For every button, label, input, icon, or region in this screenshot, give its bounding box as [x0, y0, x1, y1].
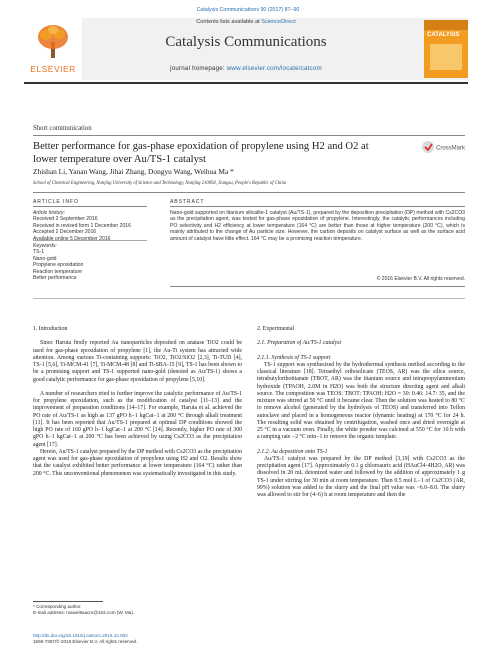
- keyword-item: Propylene epoxidation: [33, 262, 84, 269]
- crossmark-label: CrossMark: [436, 145, 465, 152]
- section-heading-introduction: 1. Introduction: [33, 326, 68, 332]
- doi-block: [33, 633, 137, 644]
- cover-title: CATALYSIS: [427, 32, 460, 38]
- doi-link[interactable]: http://dx.doi.org/10.1016/j.catcom.2016.12.002: [33, 633, 128, 638]
- subsubsection-heading: 2.1.2. Au deposition onto TS-1: [257, 448, 328, 455]
- history-entry: Accepted 2 December 2016: [33, 229, 97, 236]
- history-entry: Received in revised form 1 December 2016: [33, 222, 131, 229]
- divider: [33, 135, 465, 136]
- paragraph: Herein, Au/TS-1 catalyst prepared by the DP method with Cs2CO3 as the precipitation agent was used for gas-phase epoxidation of propylene using H2 and O2. Results show that the catalyst exhibited better performance at lower temperature (164 °C) rather than 200 °C. This unconventional phenomenon was systematically investigated in this study.: [33, 448, 242, 477]
- history-entry: Available online 5 December 2016: [33, 235, 111, 242]
- author-list: Zhishan Li, Yanan Wang, Jihai Zhang, Dongyu Wang, Weihua Ma *: [33, 167, 234, 176]
- paragraph: Au/TS-1 catalyst was prepared by the DP method [3,19] with Cs2CO3 as the precipitation agent [17]. Approximately 0.1 g chloroauric acid (HAuCl4·4H2O, AR) was dissolved in 20 mL deionized water and followed by the addition of approximately 1 g TS-1 under stirring for 30 min at room temperature. Then 0.5 mol L−1 of Cs2CO3 (AR, 99%) solution was added to the slurry and the final pH value was ~6.0–8.0. The slurry was allowed to stir for (4–6) h at room temperature and then the: [257, 455, 465, 498]
- abstract-heading: ABSTRACT: [170, 199, 205, 205]
- publisher-name: ELSEVIER: [30, 64, 76, 74]
- banner-rule: [24, 82, 468, 84]
- body-left-column: [33, 326, 242, 478]
- keyword-item: TS-1: [33, 249, 45, 256]
- paragraph: A number of researchers tried to further improve the catalytic performance of Au/TS-1 for propylene epoxidation, such as the modification of catalyst [11–13] and the improvement of preparation conditions [14–17]. For example, Haruta et al. achieved the PO rate of Au/TS-1 as high as 137 gPO h−1 kgCat−1 at 200 °C through alkali treatment [11]. It has been reported that Au/TS-1 prepared at optimal DP conditions showed the high PO rate of 160 gPO h−1 kgCat−1 at 200 °C [14]. Recently, higher PO rate of 300 gPO h−1 kgCat−1 at 200 °C has been achieved by using Cs2CO3 as the precipitation agent [17].: [33, 390, 242, 448]
- article-history: [33, 210, 148, 242]
- journal-homepage: [24, 65, 468, 72]
- journal-cover-thumbnail[interactable]: [424, 20, 468, 78]
- journal-banner: [24, 18, 468, 80]
- divider: [170, 286, 465, 287]
- keywords-label: Keywords:: [33, 243, 57, 249]
- sciencedirect-link[interactable]: ScienceDirect: [261, 19, 296, 25]
- subsubsection-heading: 2.1.1. Synthesis of TS-1 support: [257, 354, 331, 361]
- homepage-link[interactable]: www.elsevier.com/locate/catcom: [226, 65, 322, 72]
- keywords: [33, 243, 148, 281]
- article-type: Short communication: [33, 125, 92, 132]
- contents-availability: [24, 18, 468, 27]
- keyword-item: Reaction temperature: [33, 268, 82, 275]
- footnote: [33, 604, 134, 615]
- homepage-prefix: journal homepage:: [170, 65, 227, 72]
- abstract-text: Nano-gold supported on titanium silicalite-1 catalyst (Au/TS-1), prepared by the deposition precipitation (DP) method with Cs2CO3 as the precipitation agent, was tested for gas-phase epoxidation of propylene. Interestingly, the catalytic performances including PO selectivity and H2 efficiency at lower temperature (164 °C) are better than those at higher temperature (200 °C), which is mainly attributed to the change of Au particle size. However, the carbon deposits on catalyst surface as well as the surface acid amount of catalyst have little effect. 164 °C may be a promising reaction temperature.: [170, 210, 465, 242]
- history-entry: Received 2 September 2016: [33, 216, 98, 223]
- journal-reference[interactable]: Catalysis Communications 90 (2017) 87–90: [196, 7, 300, 13]
- article-title: Better performance for gas-phase epoxidation of propylene using H2 and O2 at lower temperature over Au/TS-1 catalyst: [33, 141, 369, 165]
- issn-line: 1566-7367/© 2016 Elsevier B.V. All rights reserved.: [33, 638, 138, 644]
- footnote-rule: [33, 601, 103, 602]
- body-right-column: [257, 326, 465, 499]
- contents-prefix: Contents lists available at: [196, 19, 262, 25]
- corresponding-author-note: * Corresponding author.: [33, 604, 82, 609]
- divider: [33, 192, 465, 193]
- journal-title: Catalysis Communications: [165, 34, 327, 50]
- divider: [33, 206, 147, 207]
- history-label: Article history:: [33, 210, 65, 216]
- paragraph: TS-1 support was synthesized by the hydrothermal synthesis method according to the classical literature [18]. Tetraethyl orthosilicate (TEOS, AR) was the silica source, tetrabutylorthotitanate (TBOT, AR) was the titanium source and tetrapropylammonium hydroxide (TPAOH, 2.0M in H2O) was both the structure directing agent and alkali source. The composition was TEOS: TBOT: TPAOH: H2O = 30: 0.46: 14.7: 35, and the mixture was stirred at 50 °C until it became clear. Then the solution was heated to 80 °C to remove alcohol (generated by the hydrolysis of TEOS) and transferred into Teflon autoclave and placed in a homogeneous reactor (dynamic heating) at 170 °C for 24 h. The resulting solid was obtained by centrifugation, washed once and dried overnight at 25 °C in a vacuum oven. Finally, the white powder was calcined at 550 °C for 10 h with a ramping rate −2 °C min−1 to remove the organic template.: [257, 361, 465, 441]
- paragraph: Since Haruta firstly reported Au nanoparticles deposited on anatase TiO2 could be used for gas-phase epoxidation of propylene [1], the Au-Ti system has attracted wide attention. Among various Ti-containing supports: TiO2, TiO2/SiO2 [2,3], Ti-TUD [4], TS-1 [5,6], Ti-MCM-41 [7], Ti-MCM-48 [8] and Ti-SBA-15 [9], TS-1 has been shown to be a promising support and TS-1 supported nano-gold (denoted as Au/TS-1) shows a good catalytic performance for gas-phase epoxidation of propylene [5,10].: [33, 340, 242, 383]
- copyright-notice: © 2016 Elsevier B.V. All rights reserved.: [376, 276, 465, 282]
- keyword-item: Nano-gold: [33, 255, 57, 262]
- subsection-heading: 2.1. Preparation of Au/TS-1 catalyst: [257, 340, 342, 347]
- divider: [170, 206, 465, 207]
- article-info-heading: ARTICLE INFO: [33, 199, 79, 205]
- section-heading-experimental: 2. Experimental: [257, 326, 295, 332]
- cover-band: [424, 20, 468, 30]
- divider: [33, 240, 147, 241]
- crossmark-icon[interactable]: [421, 140, 465, 154]
- cover-image: [430, 44, 462, 70]
- divider: [33, 298, 465, 299]
- affiliation: School of Chemical Engineering, Nanjing University of Science and Technology, Nanjing 210094, Jiangsu, People's Republic of China: [33, 181, 287, 186]
- email-note[interactable]: E-mail address: mawei9aacm@163.com (W. Ma).: [33, 609, 135, 615]
- keyword-item: Better performance: [33, 275, 77, 282]
